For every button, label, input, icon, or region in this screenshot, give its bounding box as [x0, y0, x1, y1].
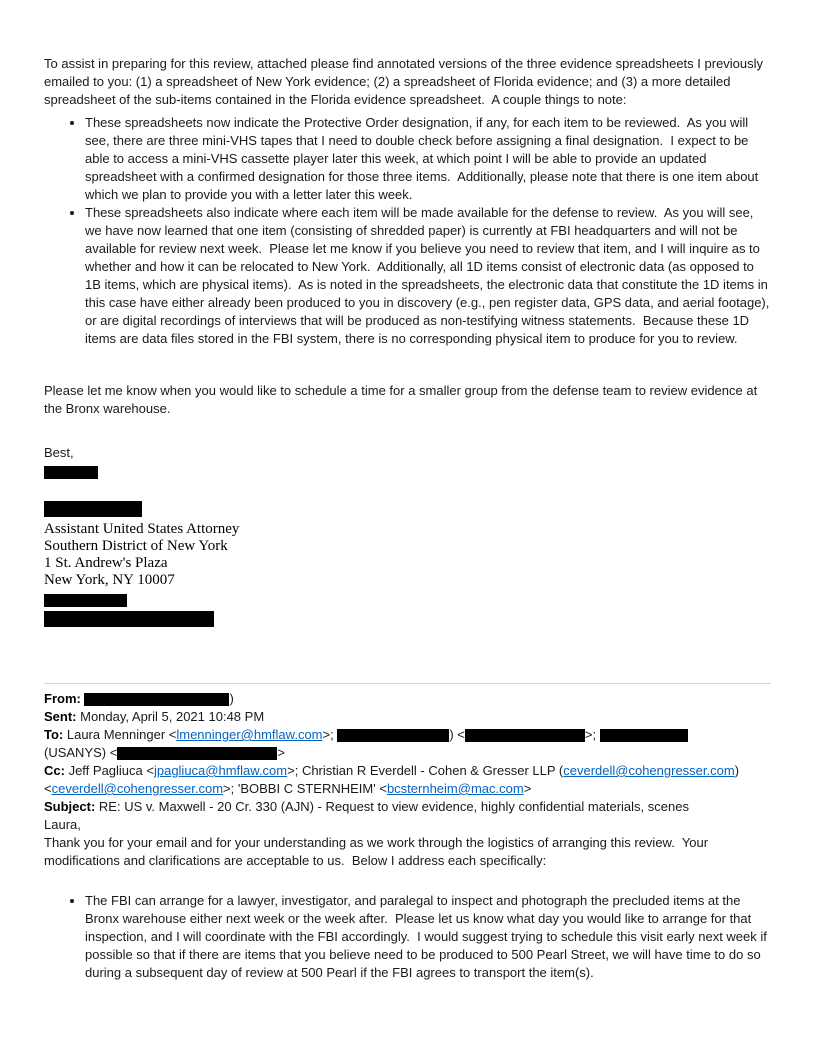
reply-email-body	[44, 55, 771, 627]
field-sent	[44, 708, 771, 726]
signature-address: 1 St. Andrew's Plaza	[44, 555, 168, 571]
field-text: <	[44, 781, 52, 796]
list-item: • These spreadsheets also indicate where each item will be made available for the defense to review. As you will see, we have now learned that one item (consisting of shredded paper) is currently at FBI headquarters and will not be available for review next week. Please let me know if you believe you need to review that item, and I will inquire as to whether and how it can be relocated to New York. Additionally, all 1D items consist of electronic data (as opposed to 1B items, which are physical items). As is noted in the spreadsheets, the electronic data that constitute the 1D items in this case have either already been produced to you in discovery (e.g., pen register data, GPS data, and aerial footage), or are digital recordings of interviews that will be produced as non-testifying witness statements. Because these 1D items are data files stored in the FBI system, there is no corresponding physical item to produce for you to review.	[85, 204, 771, 348]
field-cc	[44, 762, 771, 798]
field-text: ) <	[449, 727, 465, 742]
email-link[interactable]: ceverdell@cohengresser.com	[51, 781, 224, 796]
closing-line: Best,	[44, 445, 74, 460]
field-from	[44, 690, 771, 708]
intro-paragraph: To assist in preparing for this review, attached please find annotated versions of the three evidence spreadsheets I previously emailed to you: (1) a spreadsheet of New York evidence; (2) a spreadsheet of Florida evidence; and (3) a more detailed spreadsheet of the sub-items contained in the Florida evidence spreadsheet. A couple things to note:	[44, 56, 767, 107]
sent-label: Sent:	[44, 709, 77, 724]
signature-block	[44, 521, 771, 589]
redaction-bar	[600, 729, 688, 742]
field-text: )	[734, 763, 740, 778]
field-text: Laura Menninger <	[63, 727, 177, 742]
field-text: >;	[584, 727, 600, 742]
field-text: >;	[322, 727, 338, 742]
redaction-bar	[117, 747, 277, 760]
scheduling-paragraph: Please let me know when you would like to schedule a time for a smaller group from the defense team to review evidence at the Bronx warehouse.	[44, 383, 761, 416]
redaction-bar	[465, 729, 585, 742]
from-label: From:	[44, 691, 81, 706]
signature-title: Assistant United States Attorney	[44, 521, 240, 537]
greeting-line: Laura,	[44, 817, 81, 832]
field-text: (USANYS) <	[44, 745, 118, 760]
sent-value: Monday, April 5, 2021 10:48 PM	[76, 709, 265, 724]
redaction-bar	[44, 611, 214, 627]
notes-list	[44, 114, 771, 348]
redaction-bar	[337, 729, 449, 742]
field-text: >; 'BOBBI C STERNHEIM' <	[223, 781, 387, 796]
field-text: >	[277, 745, 285, 760]
subject-value: RE: US v. Maxwell - 20 Cr. 330 (AJN) - Request to view evidence, highly confidential materials, scenes	[95, 799, 689, 814]
cc-label: Cc:	[44, 763, 65, 778]
email-link[interactable]: ceverdell@cohengresser.com	[563, 763, 735, 778]
list-item: • These spreadsheets now indicate the Protective Order designation, if any, for each item to be reviewed. As you will see, there are three mini-VHS tapes that I need to double check before assigning a final designation. I expect to be able to access a mini-VHS cassette player later this week, at which point I will be able to provide an updated spreadsheet with a confirmed designation for those three items. Additionally, please note that there is one item about which we plan to provide you with a letter later this week.	[85, 114, 771, 204]
response-list	[44, 892, 771, 982]
email-link[interactable]: lmenninger@hmflaw.com	[176, 727, 323, 742]
field-text: Jeff Pagliuca <	[64, 763, 154, 778]
email-link[interactable]: bcsternheim@mac.com	[386, 781, 524, 796]
signature-office: Southern District of New York	[44, 538, 228, 554]
list-item: • The FBI can arrange for a lawyer, investigator, and paralegal to inspect and photograph the precluded items at the Bronx warehouse either next week or the week after. Please let us know what day you would like to arrange for that inspection, and I will coordinate with the FBI accordingly. I would suggest trying to schedule this visit early next week if possible so that if there are items that you believe need to be produced to 500 Pearl Street, we will have time to do so during a subsequent day of review at 500 Pearl if the FBI agrees to transport the item(s).	[85, 892, 771, 982]
message-divider	[44, 683, 771, 684]
redaction-bar	[84, 693, 229, 706]
to-label: To:	[44, 727, 64, 742]
thanks-paragraph: Thank you for your email and for your understanding as we work through the logistics of arranging this review. Your modifications and clarifications are acceptable to us. Below I address each specifically:	[44, 835, 712, 868]
redaction-bar	[44, 501, 142, 517]
email-link[interactable]: jpagliuca@hmflaw.com	[153, 763, 288, 778]
field-to	[44, 726, 771, 762]
field-text: )	[229, 691, 234, 706]
redaction-bar	[44, 594, 127, 607]
field-text: >; Christian R Everdell - Cohen & Gresser LLP (	[287, 763, 564, 778]
signature-address: New York, NY 10007	[44, 572, 175, 588]
field-text: >	[523, 781, 532, 796]
redaction-bar	[44, 466, 98, 479]
email-header-block	[44, 690, 771, 816]
original-email-body	[44, 816, 771, 982]
field-subject	[44, 798, 771, 816]
subject-label: Subject:	[44, 799, 96, 814]
